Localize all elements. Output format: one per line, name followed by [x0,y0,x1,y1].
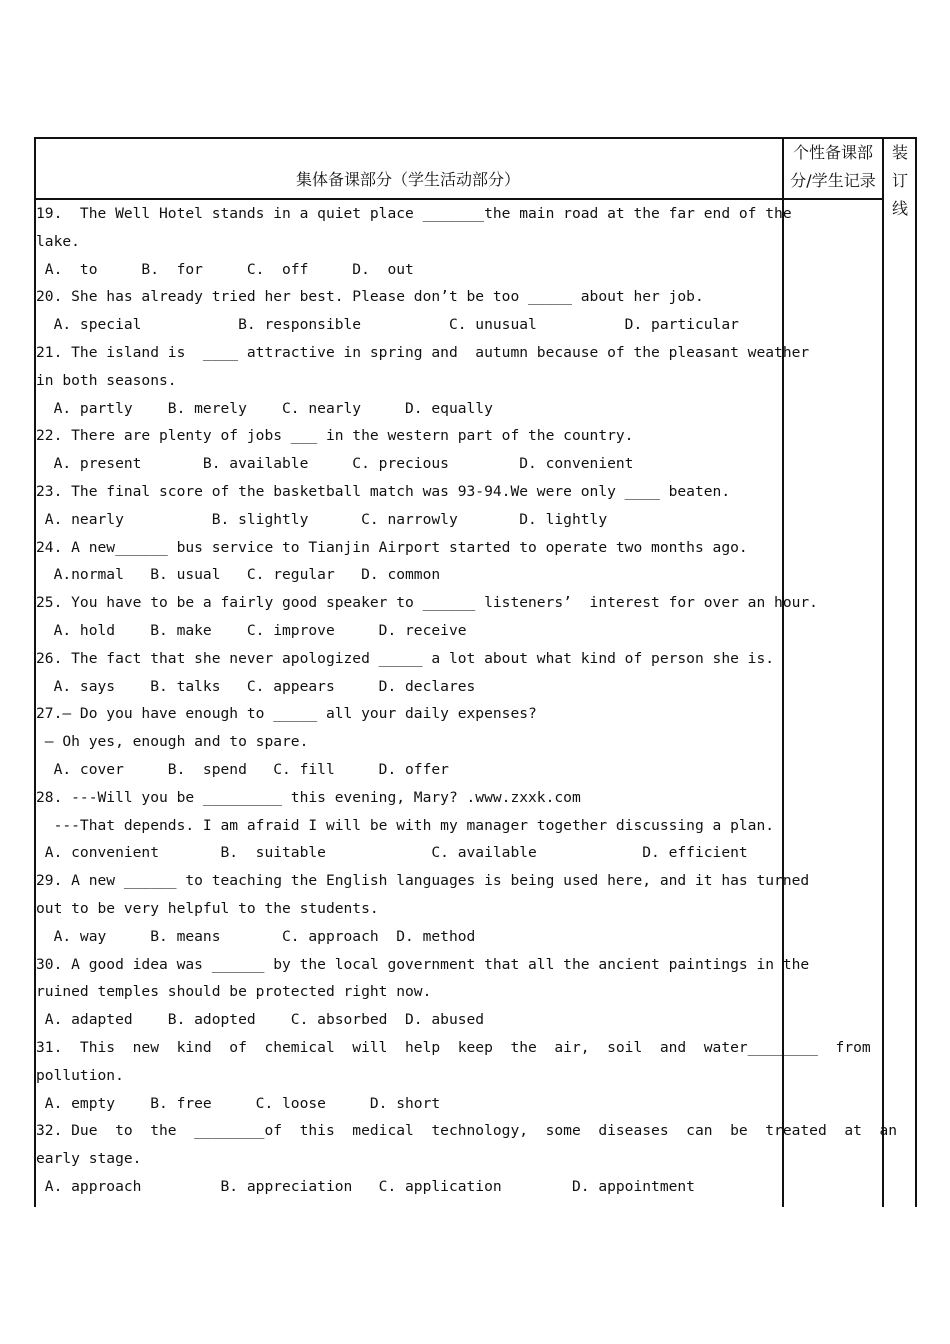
question-item [36,534,781,590]
question-text: 23. The final score of the basketball match was 93-94.We were only ____ beaten. [36,482,731,500]
question-list [36,200,898,1201]
answer-options: A. present B. available C. precious D. convenient [36,455,634,473]
question-item [36,1117,898,1200]
question-text: 22. There are plenty of jobs ___ in the western part of the country. [36,427,634,445]
question-text: 31. This new kind of chemical will help keep the air, soil and water________ from [36,1038,871,1056]
question-text: 24. A new______ bus service to Tianjin Airport started to operate two months ago. [36,538,748,556]
answer-options: A. partly B. merely C. nearly D. equally [36,399,493,417]
answer-options: A. approach B. appreciation C. application D. appointment [36,1177,695,1195]
header-binding-line [884,139,916,223]
question-item [36,200,792,283]
answer-options: A. convenient B. suitable C. available D. efficient [36,844,748,862]
answer-options: A. way B. means C. approach D. method [36,927,476,945]
answer-options: A. cover B. spend C. fill D. offer [36,760,449,778]
question-text: ---That depends. I am afraid I will be with my manager together discussing a plan. [36,816,775,834]
binding-char-3: 线 [891,199,908,218]
answer-options: A. to B. for C. off D. out [36,260,414,278]
question-text: 21. The island is ____ attractive in spring and autumn because of the pleasant weather [36,343,810,361]
question-text: 20. She has already tried her best. Please don’t be too _____ about her job. [36,288,704,306]
question-item [36,478,781,534]
question-text: out to be very helpful to the students. [36,899,379,917]
question-text: early stage. [36,1150,142,1168]
column-divider-2 [882,137,884,1207]
lesson-table [34,137,917,1207]
question-text: ruined temples should be protected right now. [36,983,432,1001]
question-text: 28. ---Will you be _________ this evening, Mary? .www.zxxk.com [36,788,581,806]
question-text: 30. A good idea was ______ by the local government that all the ancient paintings in the [36,955,810,973]
header-col2-line2: 分/学生记录 [790,171,876,190]
question-item [36,867,810,950]
question-item [36,645,781,701]
header-personal-notes [784,139,882,195]
question-item [36,784,781,867]
binding-char-1: 装 [891,143,908,162]
answer-options: A. empty B. free C. loose D. short [36,1094,441,1112]
question-item [36,1034,871,1117]
table-right-border [915,137,917,1207]
question-text: pollution. [36,1066,124,1084]
answer-options: A. hold B. make C. improve D. receive [36,621,467,639]
question-text: 26. The fact that she never apologized _____ a lot about what kind of person she is. [36,649,775,667]
question-item [36,422,781,478]
question-text: 27.— Do you have enough to _____ all your daily expenses? [36,705,537,723]
header-col2-line1: 个性备课部 [792,143,873,162]
answer-options: A. says B. talks C. appears D. declares [36,677,476,695]
question-item [36,339,810,422]
question-text: 32. Due to the ________of this medical technology, some diseases can be treated at an [36,1122,898,1140]
binding-char-2: 订 [891,171,908,190]
answer-options: A. adapted B. adopted C. absorbed D. abused [36,1011,485,1029]
answer-options: A.normal B. usual C. regular D. common [36,566,441,584]
answer-options: A. special B. responsible C. unusual D. particular [36,316,739,334]
question-text: — Oh yes, enough and to spare. [36,733,309,751]
question-item [36,283,781,339]
question-item [36,700,781,783]
question-text: lake. [36,232,80,250]
question-text: 19. The Well Hotel stands in a quiet place _______the main road at the far end of the [36,205,792,222]
question-text: 25. You have to be a fairly good speaker to ______ listeners’ interest for over an hour. [36,594,818,612]
question-text: in both seasons. [36,371,177,389]
question-text: 29. A new ______ to teaching the English languages is being used here, and it has turned [36,872,810,890]
answer-options: A. nearly B. slightly C. narrowly D. lightly [36,510,608,528]
question-item [36,951,810,1034]
question-item [36,589,818,645]
header-main-title: 集体备课部分（学生活动部分） [295,170,520,189]
